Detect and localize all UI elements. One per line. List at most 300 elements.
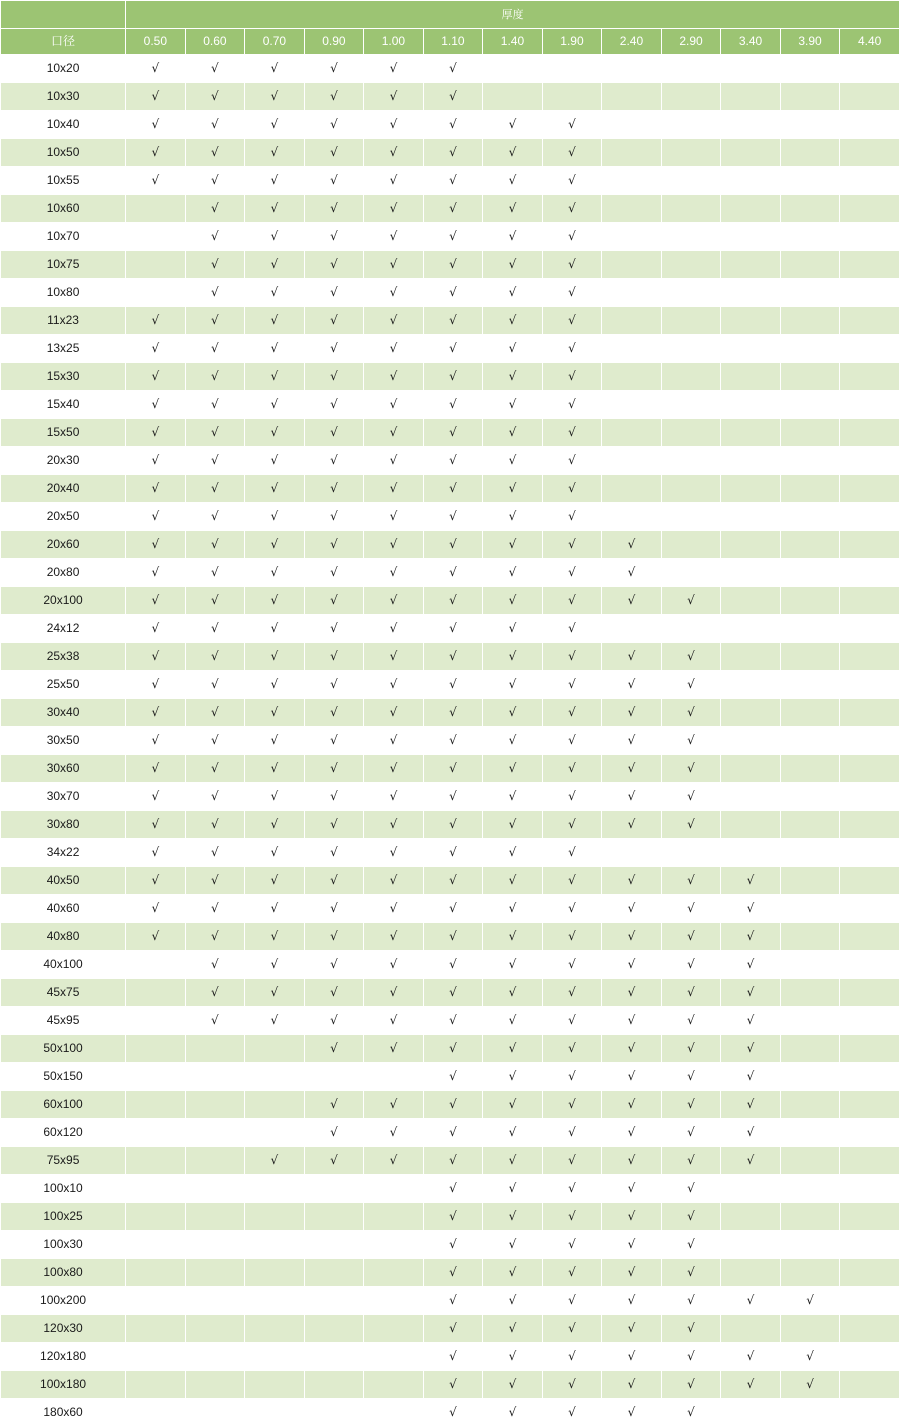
table-body [1, 55, 900, 1427]
check-icon: √ [449, 509, 457, 523]
check-icon: √ [568, 341, 576, 355]
availability-empty-cell [780, 643, 840, 671]
availability-check-cell [542, 111, 602, 139]
check-icon: √ [270, 61, 279, 75]
check-icon: √ [389, 341, 398, 355]
availability-check-cell [542, 867, 602, 895]
availability-check-cell [423, 279, 483, 307]
availability-empty-cell [721, 83, 781, 111]
availability-empty-cell [245, 1231, 305, 1259]
availability-empty-cell [126, 251, 186, 279]
availability-check-cell [542, 643, 602, 671]
availability-check-cell [423, 1231, 483, 1259]
check-icon: √ [568, 1265, 576, 1279]
availability-check-cell [364, 391, 424, 419]
availability-check-cell [661, 1287, 721, 1315]
check-icon: √ [568, 1097, 576, 1111]
availability-check-cell [245, 755, 305, 783]
availability-check-cell [661, 895, 721, 923]
availability-check-cell [304, 699, 364, 727]
availability-check-cell [304, 195, 364, 223]
availability-check-cell [245, 643, 305, 671]
check-icon: √ [508, 117, 517, 131]
check-icon: √ [270, 845, 279, 859]
availability-empty-cell [364, 1259, 424, 1287]
availability-check-cell [304, 615, 364, 643]
availability-check-cell [423, 559, 483, 587]
availability-empty-cell [721, 587, 781, 615]
check-icon: √ [508, 1041, 517, 1055]
availability-check-cell [423, 419, 483, 447]
thickness-column-header: 4.40 [840, 29, 900, 55]
availability-check-cell [185, 223, 245, 251]
availability-empty-cell [780, 895, 840, 923]
availability-check-cell [304, 139, 364, 167]
availability-check-cell [423, 1203, 483, 1231]
check-icon: √ [389, 761, 398, 775]
availability-empty-cell [245, 1259, 305, 1287]
availability-empty-cell [840, 1007, 900, 1035]
availability-empty-cell [661, 447, 721, 475]
availability-check-cell [423, 111, 483, 139]
check-icon: √ [508, 285, 517, 299]
check-icon: √ [449, 313, 457, 327]
check-icon: √ [449, 537, 457, 551]
availability-check-cell [483, 1399, 543, 1427]
check-icon: √ [508, 397, 517, 411]
availability-empty-cell [185, 1147, 245, 1175]
check-icon: √ [568, 1349, 576, 1363]
availability-check-cell [245, 447, 305, 475]
availability-empty-cell [721, 139, 781, 167]
availability-check-cell [423, 951, 483, 979]
availability-empty-cell [840, 867, 900, 895]
availability-check-cell [483, 251, 543, 279]
availability-check-cell [721, 1371, 781, 1399]
availability-empty-cell [840, 335, 900, 363]
availability-check-cell [245, 1147, 305, 1175]
availability-check-cell [126, 363, 186, 391]
availability-check-cell [245, 979, 305, 1007]
check-icon: √ [627, 1405, 636, 1419]
check-icon: √ [746, 1041, 755, 1055]
table-row [1, 1259, 900, 1287]
check-icon: √ [330, 509, 338, 523]
check-icon: √ [627, 705, 636, 719]
table-row [1, 1343, 900, 1371]
availability-empty-cell [780, 251, 840, 279]
availability-check-cell [185, 83, 245, 111]
check-icon: √ [568, 453, 576, 467]
check-icon: √ [389, 397, 398, 411]
availability-empty-cell [840, 1287, 900, 1315]
availability-check-cell [245, 587, 305, 615]
check-icon: √ [627, 1013, 636, 1027]
size-label: 30x80 [1, 811, 126, 839]
table-row [1, 839, 900, 867]
check-icon: √ [211, 957, 219, 971]
availability-check-cell [483, 1315, 543, 1343]
availability-empty-cell [304, 1399, 364, 1427]
check-icon: √ [211, 257, 219, 271]
size-label: 100x25 [1, 1203, 126, 1231]
availability-check-cell [542, 139, 602, 167]
availability-check-cell [542, 503, 602, 531]
availability-check-cell [185, 55, 245, 83]
availability-empty-cell [840, 83, 900, 111]
availability-empty-cell [721, 671, 781, 699]
availability-check-cell [364, 83, 424, 111]
availability-check-cell [423, 391, 483, 419]
availability-check-cell [483, 111, 543, 139]
check-icon: √ [627, 649, 636, 663]
check-icon: √ [568, 789, 576, 803]
availability-check-cell [245, 503, 305, 531]
check-icon: √ [330, 593, 338, 607]
availability-empty-cell [780, 475, 840, 503]
table-row [1, 1063, 900, 1091]
check-icon: √ [687, 1181, 695, 1195]
availability-check-cell [126, 699, 186, 727]
availability-check-cell [364, 279, 424, 307]
availability-empty-cell [721, 531, 781, 559]
check-icon: √ [568, 565, 576, 579]
availability-check-cell [721, 867, 781, 895]
table-row [1, 391, 900, 419]
check-icon: √ [211, 285, 219, 299]
availability-empty-cell [840, 923, 900, 951]
availability-check-cell [126, 587, 186, 615]
availability-check-cell [483, 643, 543, 671]
check-icon: √ [746, 1013, 755, 1027]
table-row [1, 1231, 900, 1259]
availability-empty-cell [840, 979, 900, 1007]
check-icon: √ [568, 1237, 576, 1251]
availability-empty-cell [840, 419, 900, 447]
availability-check-cell [602, 587, 662, 615]
availability-check-cell [423, 223, 483, 251]
availability-check-cell [602, 1371, 662, 1399]
check-icon: √ [270, 173, 279, 187]
check-icon: √ [687, 985, 695, 999]
availability-check-cell [304, 923, 364, 951]
availability-check-cell [185, 1007, 245, 1035]
availability-check-cell [602, 1343, 662, 1371]
availability-check-cell [661, 951, 721, 979]
availability-check-cell [483, 559, 543, 587]
check-icon: √ [508, 985, 517, 999]
availability-check-cell [542, 1343, 602, 1371]
table-row [1, 1091, 900, 1119]
check-icon: √ [270, 677, 279, 691]
availability-empty-cell [721, 1231, 781, 1259]
availability-check-cell [542, 1259, 602, 1287]
availability-check-cell [721, 1063, 781, 1091]
thickness-column-header: 1.40 [483, 29, 543, 55]
availability-empty-cell [126, 1343, 186, 1371]
check-icon: √ [746, 985, 755, 999]
availability-empty-cell [840, 895, 900, 923]
check-icon: √ [627, 1349, 636, 1363]
check-icon: √ [389, 257, 398, 271]
check-icon: √ [568, 957, 576, 971]
check-icon: √ [627, 1069, 636, 1083]
size-label: 30x70 [1, 783, 126, 811]
availability-empty-cell [602, 223, 662, 251]
availability-empty-cell [840, 1091, 900, 1119]
availability-check-cell [721, 923, 781, 951]
availability-empty-cell [661, 251, 721, 279]
availability-empty-cell [780, 1147, 840, 1175]
size-label: 20x40 [1, 475, 126, 503]
check-icon: √ [330, 789, 338, 803]
availability-check-cell [423, 1259, 483, 1287]
check-icon: √ [568, 229, 576, 243]
availability-empty-cell [780, 195, 840, 223]
check-icon: √ [330, 313, 338, 327]
check-icon: √ [270, 873, 279, 887]
check-icon: √ [389, 873, 398, 887]
check-icon: √ [568, 1069, 576, 1083]
check-icon: √ [151, 509, 160, 523]
check-icon: √ [449, 1041, 457, 1055]
availability-check-cell [245, 559, 305, 587]
check-icon: √ [330, 369, 338, 383]
check-icon: √ [330, 649, 338, 663]
check-icon: √ [627, 957, 636, 971]
thickness-column-header: 1.00 [364, 29, 424, 55]
availability-check-cell [423, 643, 483, 671]
availability-empty-cell [364, 1203, 424, 1231]
check-icon: √ [449, 677, 457, 691]
availability-check-cell [364, 447, 424, 475]
availability-check-cell [483, 755, 543, 783]
availability-check-cell [245, 195, 305, 223]
availability-check-cell [245, 335, 305, 363]
availability-check-cell [483, 839, 543, 867]
availability-check-cell [185, 111, 245, 139]
check-icon: √ [568, 509, 576, 523]
availability-empty-cell [304, 1287, 364, 1315]
availability-check-cell [185, 811, 245, 839]
availability-empty-cell [780, 279, 840, 307]
availability-check-cell [542, 1399, 602, 1427]
size-label: 10x60 [1, 195, 126, 223]
check-icon: √ [389, 901, 398, 915]
availability-check-cell [126, 167, 186, 195]
check-icon: √ [746, 1153, 755, 1167]
availability-check-cell [542, 923, 602, 951]
check-icon: √ [211, 649, 219, 663]
check-icon: √ [389, 117, 398, 131]
check-icon: √ [389, 705, 398, 719]
size-label: 20x100 [1, 587, 126, 615]
check-icon: √ [449, 761, 457, 775]
availability-check-cell [126, 839, 186, 867]
availability-empty-cell [780, 699, 840, 727]
availability-empty-cell [245, 1091, 305, 1119]
check-icon: √ [270, 257, 279, 271]
size-label: 20x30 [1, 447, 126, 475]
availability-empty-cell [780, 1399, 840, 1427]
availability-empty-cell [126, 1147, 186, 1175]
table-row [1, 755, 900, 783]
check-icon: √ [687, 1293, 695, 1307]
size-label: 45x95 [1, 1007, 126, 1035]
availability-check-cell [304, 643, 364, 671]
check-icon: √ [270, 1013, 279, 1027]
availability-empty-cell [721, 727, 781, 755]
availability-check-cell [542, 223, 602, 251]
availability-empty-cell [602, 503, 662, 531]
availability-check-cell [423, 671, 483, 699]
check-icon: √ [627, 1209, 636, 1223]
availability-check-cell [185, 951, 245, 979]
check-icon: √ [151, 901, 160, 915]
check-icon: √ [687, 1153, 695, 1167]
availability-empty-cell [780, 447, 840, 475]
check-icon: √ [389, 565, 398, 579]
availability-check-cell [483, 1231, 543, 1259]
availability-check-cell [304, 167, 364, 195]
availability-empty-cell [126, 1231, 186, 1259]
availability-check-cell [185, 195, 245, 223]
availability-check-cell [423, 1119, 483, 1147]
availability-check-cell [364, 531, 424, 559]
check-icon: √ [568, 397, 576, 411]
availability-check-cell [423, 251, 483, 279]
check-icon: √ [568, 817, 576, 831]
availability-empty-cell [721, 1203, 781, 1231]
availability-check-cell [423, 335, 483, 363]
availability-check-cell [245, 223, 305, 251]
check-icon: √ [687, 1237, 695, 1251]
availability-check-cell [304, 671, 364, 699]
availability-check-cell [185, 531, 245, 559]
availability-check-cell [364, 503, 424, 531]
availability-check-cell [542, 1287, 602, 1315]
check-icon: √ [389, 425, 398, 439]
availability-check-cell [661, 867, 721, 895]
check-icon: √ [270, 425, 279, 439]
availability-empty-cell [721, 699, 781, 727]
check-icon: √ [270, 565, 279, 579]
availability-check-cell [483, 447, 543, 475]
availability-empty-cell [185, 1315, 245, 1343]
check-icon: √ [627, 1265, 636, 1279]
availability-empty-cell [780, 167, 840, 195]
check-icon: √ [449, 789, 457, 803]
availability-empty-cell [780, 587, 840, 615]
check-icon: √ [687, 1321, 695, 1335]
table-row [1, 615, 900, 643]
availability-check-cell [661, 1091, 721, 1119]
availability-check-cell [483, 307, 543, 335]
availability-check-cell [185, 755, 245, 783]
availability-check-cell [245, 839, 305, 867]
table-row [1, 503, 900, 531]
availability-check-cell [304, 447, 364, 475]
availability-check-cell [245, 251, 305, 279]
size-label: 20x50 [1, 503, 126, 531]
size-label: 11x23 [1, 307, 126, 335]
table-row [1, 867, 900, 895]
availability-check-cell [602, 923, 662, 951]
availability-check-cell [364, 1007, 424, 1035]
availability-check-cell [423, 139, 483, 167]
availability-check-cell [126, 139, 186, 167]
table-row [1, 1203, 900, 1231]
check-icon: √ [330, 873, 338, 887]
availability-check-cell [126, 783, 186, 811]
table-row [1, 727, 900, 755]
check-icon: √ [270, 985, 279, 999]
check-icon: √ [330, 145, 338, 159]
availability-empty-cell [364, 1399, 424, 1427]
availability-check-cell [602, 1147, 662, 1175]
availability-empty-cell [602, 447, 662, 475]
availability-check-cell [364, 1119, 424, 1147]
availability-check-cell [602, 1035, 662, 1063]
table-row [1, 671, 900, 699]
availability-check-cell [304, 895, 364, 923]
availability-check-cell [602, 1119, 662, 1147]
size-label: 10x70 [1, 223, 126, 251]
availability-empty-cell [126, 1091, 186, 1119]
availability-check-cell [126, 335, 186, 363]
availability-empty-cell [602, 307, 662, 335]
check-icon: √ [508, 1181, 517, 1195]
availability-check-cell [126, 419, 186, 447]
check-icon: √ [449, 733, 457, 747]
check-icon: √ [508, 1293, 517, 1307]
availability-empty-cell [840, 587, 900, 615]
availability-check-cell [483, 475, 543, 503]
check-icon: √ [151, 733, 160, 747]
check-icon: √ [389, 817, 398, 831]
availability-check-cell [542, 531, 602, 559]
availability-empty-cell [126, 1203, 186, 1231]
check-icon: √ [449, 257, 457, 271]
check-icon: √ [687, 957, 695, 971]
availability-empty-cell [721, 195, 781, 223]
check-icon: √ [449, 1265, 457, 1279]
availability-check-cell [423, 699, 483, 727]
size-label: 25x50 [1, 671, 126, 699]
availability-check-cell [423, 1343, 483, 1371]
availability-check-cell [542, 979, 602, 1007]
table-row [1, 83, 900, 111]
check-icon: √ [746, 873, 755, 887]
availability-empty-cell [840, 195, 900, 223]
availability-empty-cell [721, 811, 781, 839]
availability-check-cell [661, 783, 721, 811]
availability-empty-cell [661, 531, 721, 559]
availability-check-cell [364, 615, 424, 643]
table-row [1, 783, 900, 811]
availability-check-cell [245, 923, 305, 951]
availability-check-cell [542, 783, 602, 811]
availability-check-cell [721, 1007, 781, 1035]
size-label: 15x40 [1, 391, 126, 419]
check-icon: √ [211, 397, 219, 411]
availability-check-cell [721, 951, 781, 979]
table-header [1, 1, 900, 55]
availability-empty-cell [185, 1343, 245, 1371]
check-icon: √ [508, 957, 517, 971]
availability-empty-cell [602, 363, 662, 391]
check-icon: √ [211, 761, 219, 775]
